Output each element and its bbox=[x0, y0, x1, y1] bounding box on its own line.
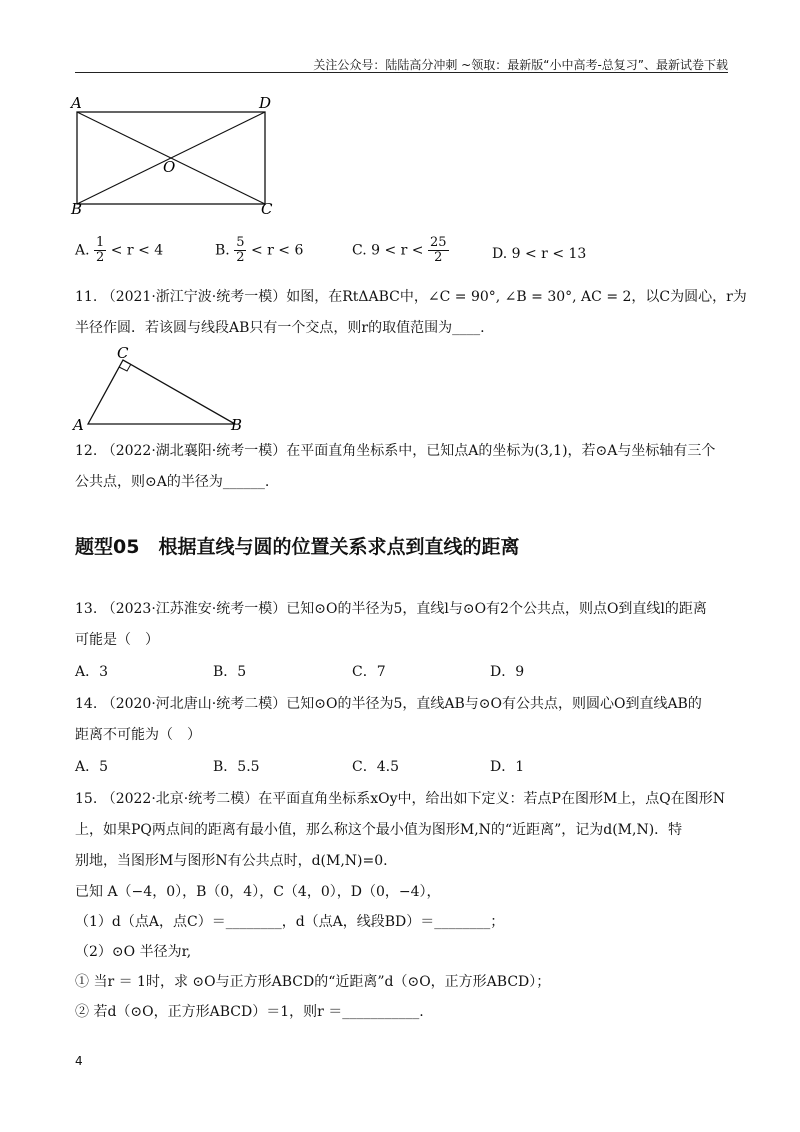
page-number: 4 bbox=[75, 1054, 83, 1068]
q13-option-d: D．9 bbox=[490, 664, 525, 680]
header-rule bbox=[75, 72, 728, 73]
q15-line1: 15. （2022·北京·统考二模）在平面直角坐标系xOy中，给出如下定义：若点P在图形M上，点Q在图形N bbox=[75, 791, 726, 807]
q10-option-d: D. 9 < r < 13 bbox=[492, 246, 587, 262]
q13-option-c: C．7 bbox=[352, 664, 386, 680]
q13-option-a: A．3 bbox=[75, 664, 109, 680]
label-d: D bbox=[259, 94, 272, 112]
q15-line8: ② 若d（⊙O，正方形ABCD）＝1，则r ＝___________. bbox=[75, 1004, 424, 1020]
q15-line4: 已知 A（−4，0），B（0，4），C（4，0），D（0，−4）， bbox=[75, 884, 441, 900]
q10-option-a: A. $\frac{1}{2}$ < r < 4 bbox=[75, 235, 164, 265]
q13-line1: 13. （2023·江苏淮安·统考一模）已知⊙O的半径为5，直线l与⊙O有2个公共点，则点O到直线l的距离 bbox=[75, 601, 707, 617]
q15-line2: 上，如果PQ两点间的距离有最小值，那么称这个最小值为图形M,N的“近距离”，记为d(M,N)．特 bbox=[75, 822, 683, 838]
q14-line1: 14. （2020·河北唐山·统考二模）已知⊙O的半径为5，直线AB与⊙O有公共点，则圆心O到直线AB的 bbox=[75, 696, 702, 712]
label-a: A bbox=[73, 416, 84, 434]
page-header: 关注公众号：陆陆高分冲刺 ~领取：最新版“小中高考-总复习”、最新试卷下载 bbox=[313, 58, 728, 72]
q15-line5: （1）d（点A，点C）＝________，d（点A，线段BD）＝________； bbox=[75, 914, 505, 930]
q15-line7: ① 当r ＝ 1时，求 ⊙O与正方形ABCD的“近距离”d（⊙O，正方形ABCD）； bbox=[75, 974, 551, 990]
q15-line3: 别地，当图形M与图形N有公共点时，d(M,N)=0. bbox=[75, 853, 388, 869]
label-c: C bbox=[117, 344, 129, 362]
q10-option-b: B. $\frac{5}{2}$ < r < 6 bbox=[215, 235, 304, 265]
q13-option-b: B．5 bbox=[213, 664, 247, 680]
figure-triangle bbox=[65, 344, 255, 434]
section-title: 题型05 根据直线与圆的位置关系求点到直线的距离 bbox=[75, 536, 520, 558]
figure-rectangle bbox=[65, 92, 285, 217]
triangle-abc bbox=[88, 360, 235, 424]
q12-line1: 12. （2022·湖北襄阳·统考一模）在平面直角坐标系中，已知点A的坐标为(3,1)，若⊙A与坐标轴有三个 bbox=[75, 443, 716, 459]
q10-option-c: C. 9 < r < $\frac{25}{2}$ bbox=[352, 235, 447, 265]
q14-option-a: A．5 bbox=[75, 759, 109, 775]
q14-line2: 距离不可能为（ ） bbox=[75, 727, 201, 743]
q14-option-b: B．5.5 bbox=[213, 759, 260, 775]
q14-option-d: D．1 bbox=[490, 759, 525, 775]
q13-line2: 可能是（ ） bbox=[75, 632, 159, 648]
label-b: B bbox=[231, 416, 243, 434]
q14-option-c: C．4.5 bbox=[352, 759, 399, 775]
q11-line2: 半径作圆．若该圆与线段AB只有一个交点，则r的取值范围为____. bbox=[75, 320, 485, 336]
q12-line2: 公共点，则⊙A的半径为______. bbox=[75, 474, 270, 490]
label-b: B bbox=[71, 200, 83, 217]
q15-line6: （2）⊙O 半径为r, bbox=[75, 944, 192, 960]
label-c: C bbox=[261, 200, 273, 217]
q11-line1: 11. （2021·浙江宁波·统考一模）如图，在RtΔABC中，∠C = 90°, ∠B = 30°, AC = 2，以C为圆心，r为 bbox=[75, 289, 747, 305]
label-o: O bbox=[163, 158, 176, 176]
label-a: A bbox=[71, 94, 82, 112]
